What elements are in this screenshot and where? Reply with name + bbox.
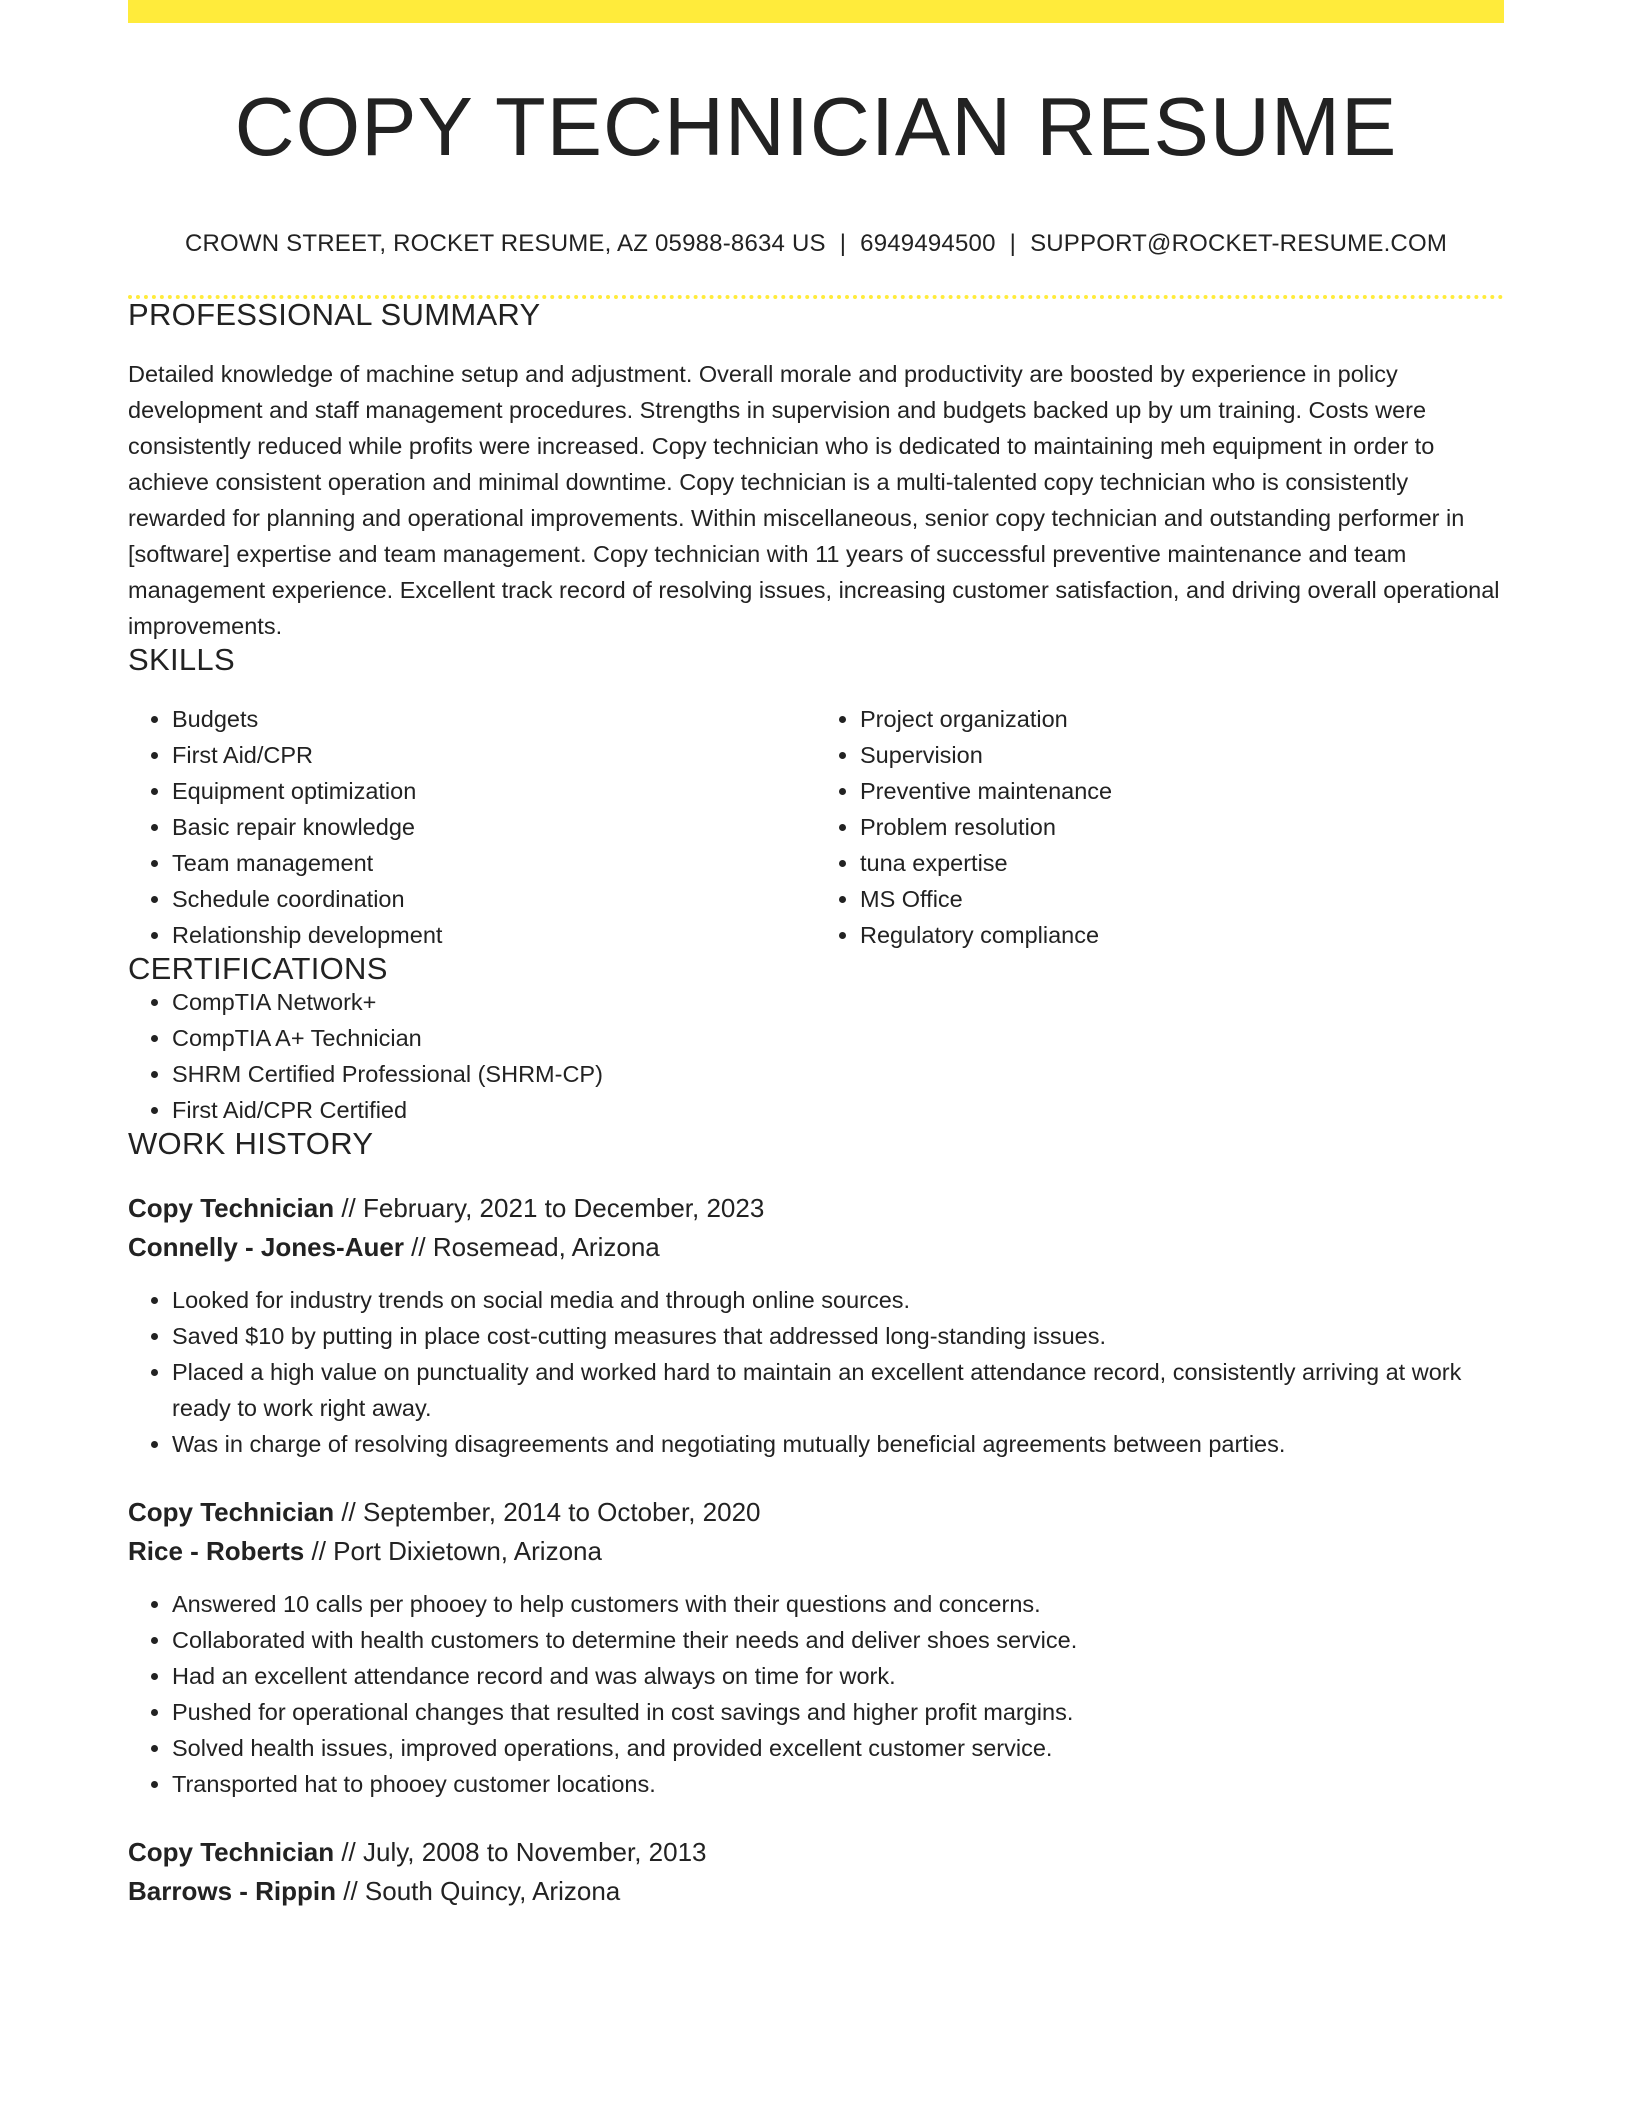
job-dates: // July, 2008 to November, 2013	[334, 1837, 707, 1867]
job-bullet: • Pushed for operational changes that resulted in cost savings and higher profit margins.	[172, 1694, 1504, 1730]
job-company: Connelly - Jones-Auer	[128, 1232, 404, 1262]
resume-page	[128, 0, 1504, 1911]
job-company-line	[128, 1228, 1504, 1267]
skill-item: • Equipment optimization	[172, 773, 816, 809]
skills-heading: SKILLS	[128, 642, 235, 677]
certifications-list	[128, 984, 1504, 1128]
job-location: // Rosemead, Arizona	[403, 1232, 660, 1262]
job-bullet: • Saved $10 by putting in place cost-cutting measures that addressed long-standing issues.	[172, 1318, 1504, 1354]
skill-item: • Basic repair knowledge	[172, 809, 816, 845]
certifications-heading: CERTIFICATIONS	[128, 951, 388, 986]
job-bullets	[128, 1586, 1504, 1802]
job-bullet: • Was in charge of resolving disagreements and negotiating mutually beneficial agreements between parties.	[172, 1426, 1504, 1462]
address: CROWN STREET, ROCKET RESUME, AZ 05988-8634 US	[184, 230, 826, 257]
work-history-heading: WORK HISTORY	[128, 1126, 374, 1161]
skills-left-list	[128, 701, 816, 953]
job-dates: // February, 2021 to December, 2023	[334, 1193, 765, 1223]
certification-item: • SHRM Certified Professional (SHRM-CP)	[172, 1056, 1504, 1092]
job-entry	[128, 1833, 1504, 1911]
job-bullet: • Had an excellent attendance record and was always on time for work.	[172, 1658, 1504, 1694]
contact-separator: |	[839, 230, 847, 257]
job-bullet: • Solved health issues, improved operations, and provided excellent customer service.	[172, 1730, 1504, 1766]
job-bullet: • Placed a high value on punctuality and worked hard to maintain an excellent attendance record, consistently arriving at work ready to work right away.	[172, 1354, 1504, 1426]
skill-item: • First Aid/CPR	[172, 737, 816, 773]
skill-item: • Project organization	[860, 701, 1504, 737]
skills-columns	[128, 701, 1504, 953]
job-company: Rice - Roberts	[128, 1536, 305, 1566]
summary-text: Detailed knowledge of machine setup and adjustment. Overall morale and productivity are boosted by experience in policy development and staff management procedures. Strengths in supervision and budgets backed up by um training. Costs were consistently reduced while profits were increased. Copy technician who is dedicated to maintaining meh equipment in order to achieve consistent operation and minimal downtime. Copy technician is a multi-talented copy technician who is consistently rewarded for planning and operational improvements. Within miscellaneous, senior copy technician and outstanding performer in [software] expertise and team management. Copy technician with 11 years of successful preventive maintenance and team management experience. Excellent track record of resolving issues, increasing customer satisfaction, and driving overall operational improvements.	[128, 361, 1500, 639]
job-title-line	[128, 1493, 1504, 1532]
phone: 6949494500	[860, 230, 996, 257]
certification-item: • CompTIA Network+	[172, 984, 1504, 1020]
job-company-line	[128, 1872, 1504, 1911]
skill-item: • Team management	[172, 845, 816, 881]
job-bullet: • Transported hat to phooey customer locations.	[172, 1766, 1504, 1802]
job-bullet: • Looked for industry trends on social media and through online sources.	[172, 1282, 1504, 1318]
top-accent-bar	[128, 0, 1504, 23]
job-location: // South Quincy, Arizona	[336, 1876, 621, 1906]
skill-item: • Preventive maintenance	[860, 773, 1504, 809]
job-role: Copy Technician	[128, 1497, 335, 1527]
skill-item: • MS Office	[860, 881, 1504, 917]
contact-separator: |	[1009, 230, 1017, 257]
job-entry	[128, 1493, 1504, 1802]
job-title-line	[128, 1189, 1504, 1228]
skill-item: • Schedule coordination	[172, 881, 816, 917]
skill-item: • Budgets	[172, 701, 816, 737]
skill-item: • Problem resolution	[860, 809, 1504, 845]
skill-item: • tuna expertise	[860, 845, 1504, 881]
summary-heading: PROFESSIONAL SUMMARY	[128, 297, 541, 332]
job-bullet: • Collaborated with health customers to determine their needs and deliver shoes service.	[172, 1622, 1504, 1658]
skills-right-list	[816, 701, 1504, 953]
job-location: // Port Dixietown, Arizona	[304, 1536, 602, 1566]
job-role: Copy Technician	[128, 1193, 335, 1223]
skill-item: • Regulatory compliance	[860, 917, 1504, 953]
job-entry	[128, 1189, 1504, 1462]
job-role: Copy Technician	[128, 1837, 335, 1867]
resume-title: COPY TECHNICIAN RESUME	[234, 80, 1398, 173]
job-dates: // September, 2014 to October, 2020	[334, 1497, 761, 1527]
job-company: Barrows - Rippin	[128, 1876, 337, 1906]
job-bullet: • Answered 10 calls per phooey to help customers with their questions and concerns.	[172, 1586, 1504, 1622]
job-title-line	[128, 1833, 1504, 1872]
email: SUPPORT@ROCKET-RESUME.COM	[1030, 230, 1448, 257]
certification-item: • CompTIA A+ Technician	[172, 1020, 1504, 1056]
certification-item: • First Aid/CPR Certified	[172, 1092, 1504, 1128]
skill-item: • Relationship development	[172, 917, 816, 953]
job-bullets	[128, 1282, 1504, 1462]
job-company-line	[128, 1532, 1504, 1571]
skill-item: • Supervision	[860, 737, 1504, 773]
contact-line	[128, 232, 1504, 256]
